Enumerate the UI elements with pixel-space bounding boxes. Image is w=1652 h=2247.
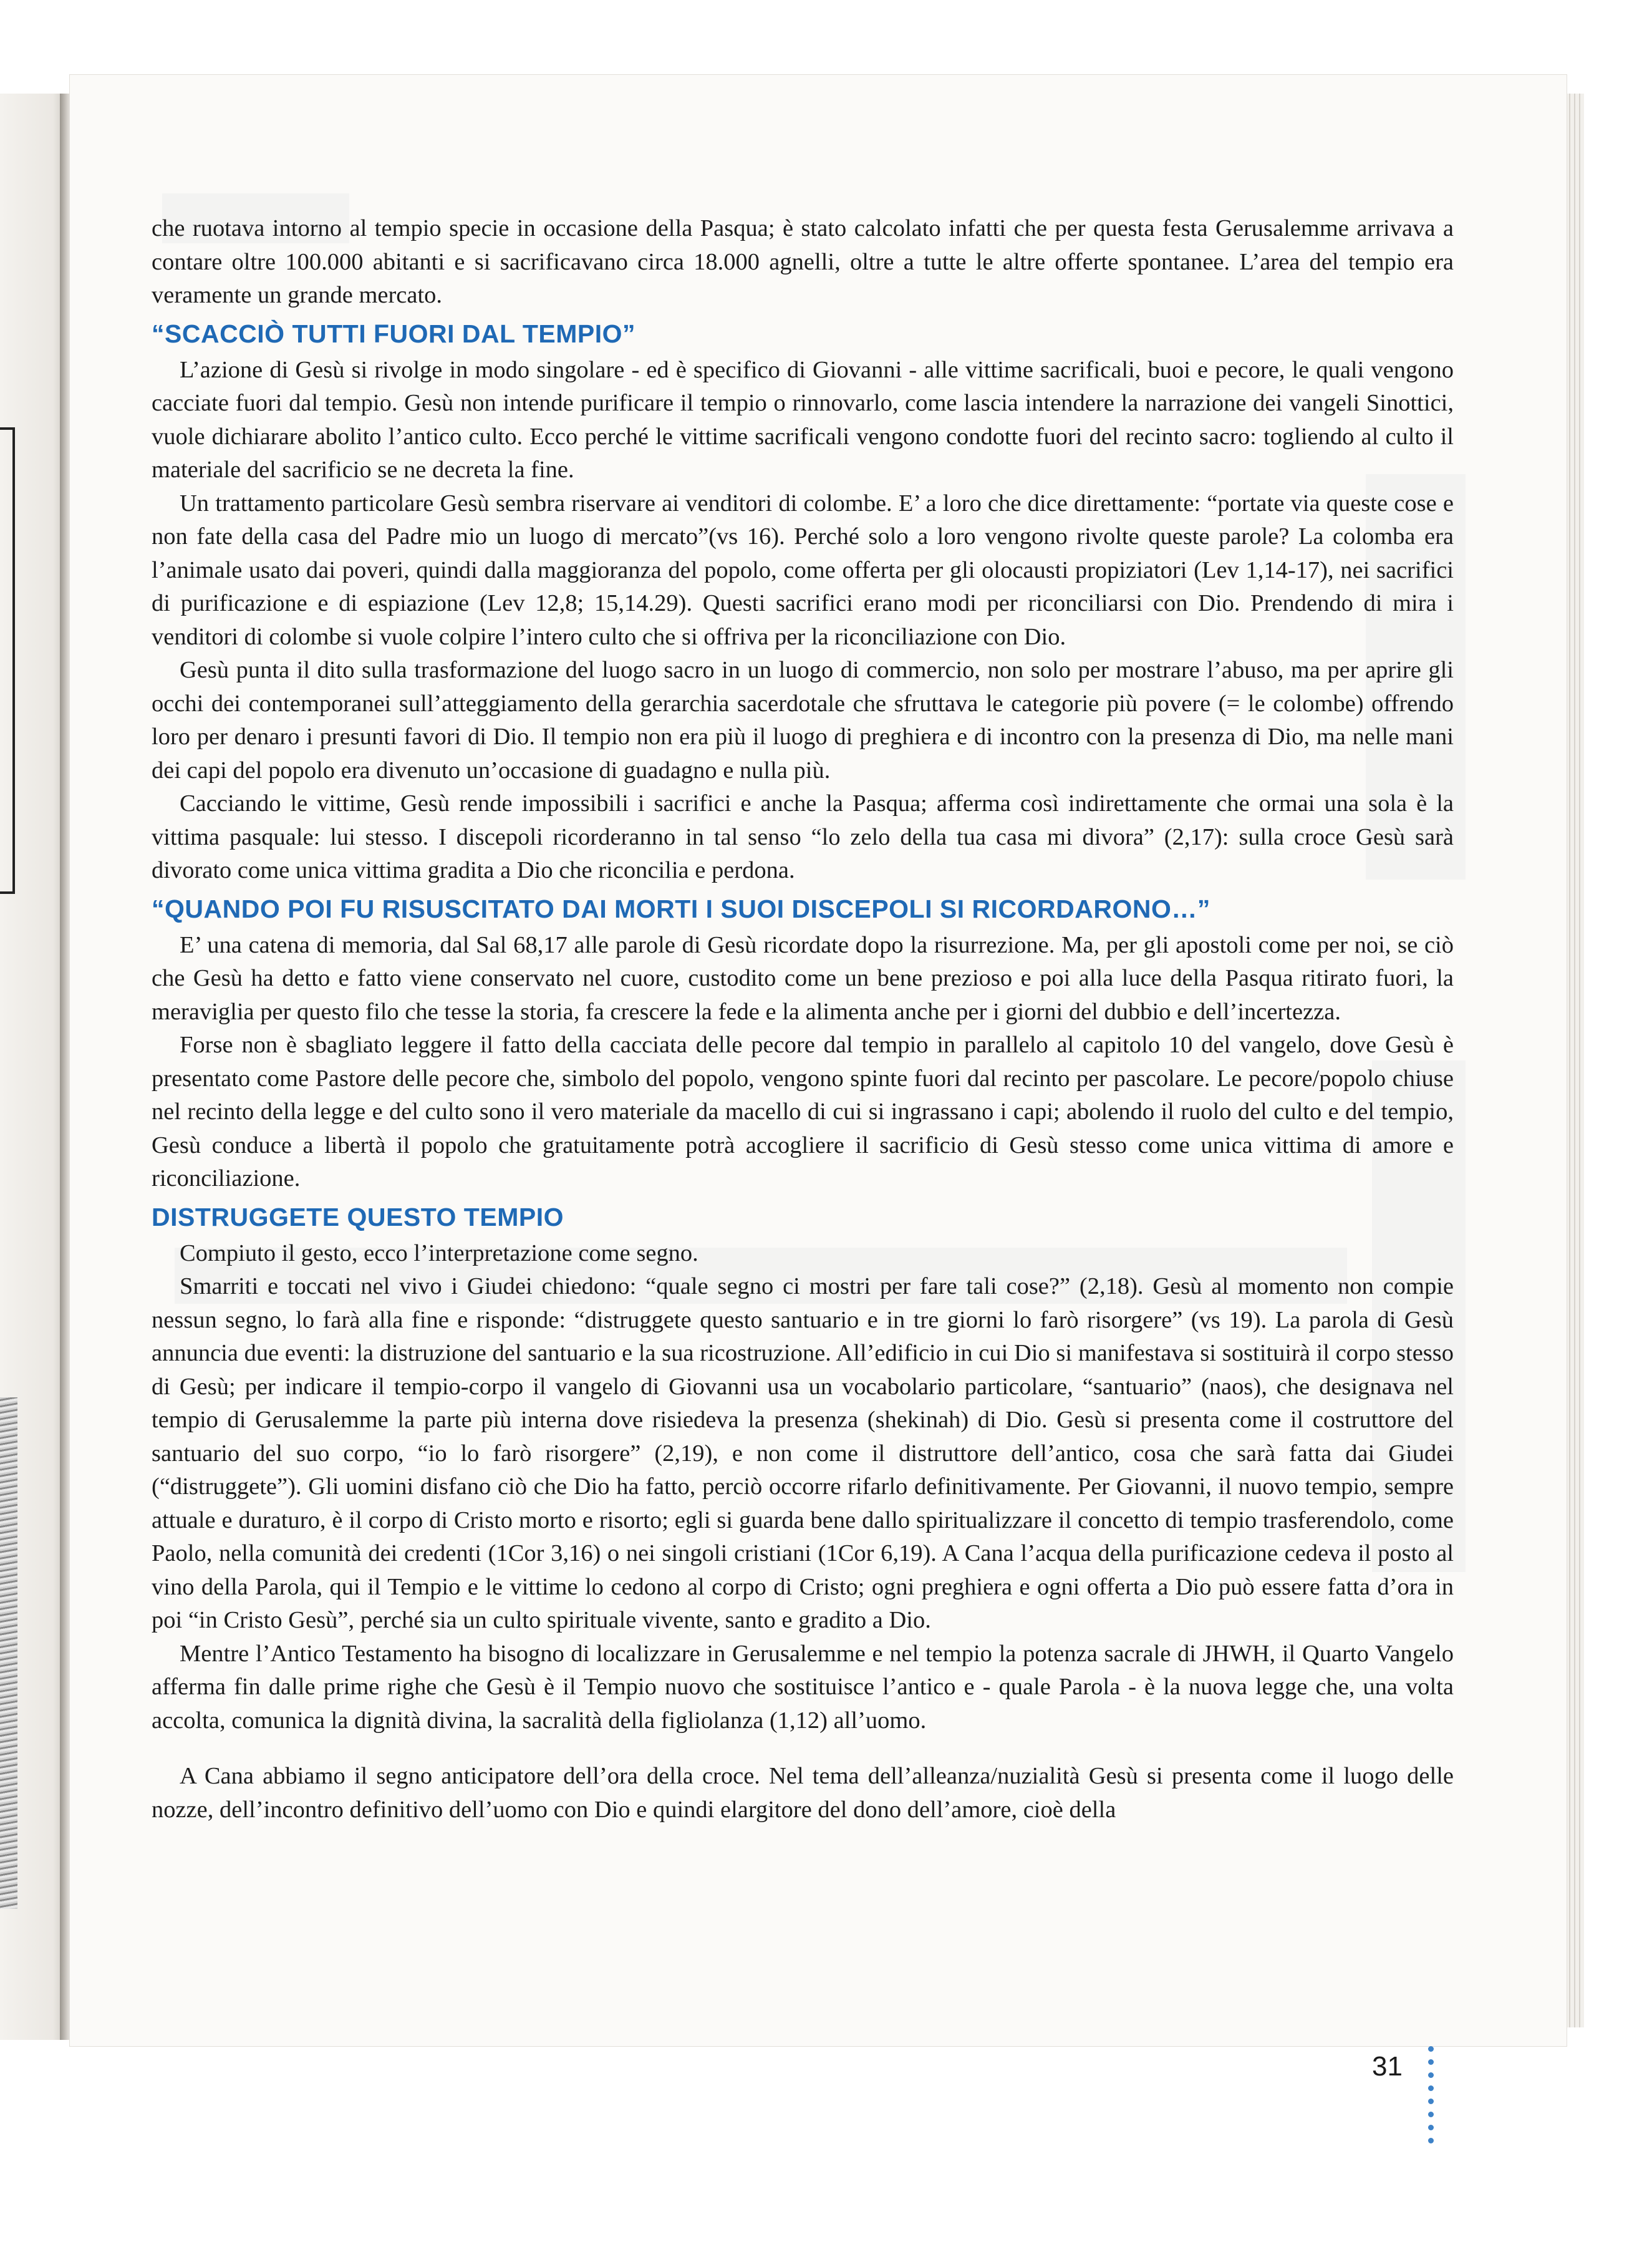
paragraph: Un trattamento particolare Gesù sembra riservare ai venditori di colombe. E’ a loro che dice direttamente: “portate via queste cose e non fate della casa del Padre mio un luogo di mercato”(vs 16). Perché solo a loro vengono rivolte queste parole? La colomba era l’animale usato dai poveri, quindi dalla maggioranza del popolo, come offerta per gli olocausti propiziatori (Lev 1,14-17), nei sacrifici di purificazione e di espiazione (Lev 12,8; 15,14.29). Questi sacrifici erano modi per riconciliarsi con Dio. Prendendo di mira i venditori di colombe si vuole colpire l’intero culto che si offriva per la riconciliazione con Dio. <box>152 490 1454 650</box>
paragraph: che ruotava intorno al tempio specie in occasione della Pasqua; è stato calcolato infatti che per questa festa Gerusalemme arrivava a contare oltre 100.000 abitanti e si sacrificavano circa 18.000 agnelli, oltre a tutte le altre offerte spontanee. L’area del tempio era veramente un grande mercato. <box>152 215 1454 308</box>
paragraph: E’ una catena di memoria, dal Sal 68,17 alle parole di Gesù ricordate dopo la risurrezione. Ma, per gli apostoli come per noi, se ciò che Gesù ha detto e fatto viene conservato nel cuore, custodito come un bene prezioso e poi alla luce della Pasqua ritirato fuori, la meraviglia per questo filo che tesse la storia, fa crescere la fede e la alimenta anche per i giorni del dubbio e dell’incertezza. <box>152 931 1454 1025</box>
paragraph: Smarriti e toccati nel vivo i Giudei chiedono: “quale segno ci mostri per fare tali cose?” (2,18). Gesù al momento non compie nessun segno, lo farà alla fine e risponde: “distruggete questo santuario e in tre giorni lo farò risorgere” (vs 19). La parola di Gesù annuncia due eventi: la distruzione del santuario e la sua ricostruzione. All’edificio in cui Dio si manifestava si sostituirà il corpo stesso di Gesù; per indicare il tempio-corpo il vangelo di Giovanni usa un vocabolario particolare, “santuario” (naos), che designava nel tempio di Gerusalemme la parte più interna dove risiedeva la presenza (shekinah) di Dio. Gesù si presenta come il costruttore del santuario del suo corpo, “io lo farò risorgere” (2,19), e non come il distruttore dell’antico, cosa che sarà fatta dai Giudei (“distruggete”). Gli uomini disfano ciò che Dio ha fatto, perciò occorre rifarlo definitivamente. Per Giovanni, il nuovo tempio, sempre attuale e duraturo, è il corpo di Cristo morto e risorto; egli si guarda bene dallo spiritualizzare il concetto di tempio trasferendolo, come Paolo, nella comunità dei credenti (1Cor 3,16) o nei singoli cristiani (1Cor 6,19). A Cana l’acqua della purificazione cedeva il posto al vino della Parola, qui il Tempio e le vittime lo cedono al corpo di Cristo; ogni preghiera e ogni offerta a Dio può essere fatta d’ora in poi “in Cristo Gesù”, perché sia un culto spirituale vivente, santo e gradito a Dio. <box>152 1273 1454 1633</box>
paragraph: Cacciando le vittime, Gesù rende impossibili i sacrifici e anche la Pasqua; afferma così indirettamente che ormai una sola è la vittima pasquale: lui stesso. I discepoli ricorderanno in tal senso “lo zelo della tua casa mi divora” (2,17): sulla croce Gesù sarà divorato come unica vittima gradita a Dio che riconcilia e perdona. <box>152 790 1454 883</box>
paragraph: Forse non è sbagliato leggere il fatto della cacciata delle pecore dal tempio in parallelo al capitolo 10 del vangelo, dove Gesù è presentato come Pastore delle pecore che, simbolo del popolo, vengono spinte fuori dal recinto per pascolare. Le pecore/popolo chiuse nel recinto della legge e del culto sono il vero materiale da macello di cui si ingrassano i capi; abolendo il ruolo del culto e del tempio, Gesù conduce a libertà il popolo che gratuitamente potrà accogliere il sacrificio di Gesù stesso come unica vittima di amore e riconciliazione. <box>152 1032 1454 1191</box>
left-page-fragment-image <box>0 1397 17 1909</box>
article-body <box>152 212 1454 1827</box>
paragraph: Gesù punta il dito sulla trasformazione del luogo sacro in un luogo di commercio, non solo per mostrare l’abuso, ma per aprire gli occhi dei contemporanei sull’atteggiamento della gerarchia sacerdotale che sfruttava le categorie più povere (= le colombe) offrendo loro per denaro i presunti favori di Dio. Il tempio non era più il luogo di preghiera e di incontro con la presenza di Dio, ma nelle mani dei capi del popolo era divenuto un’occasione di guadagno e nulla più. <box>152 657 1454 784</box>
paragraph: Compiuto il gesto, ecco l’interpretazione come segno. <box>180 1240 698 1266</box>
paragraph: L’azione di Gesù si rivolge in modo singolare - ed è specifico di Giovanni - alle vittime sacrificali, buoi e pecore, le quali vengono cacciate fuori dal tempio. Gesù non intende purificare il tempio o rinnovarlo, come lascia intendere la narrazione dei vangeli Sinottici, vuole dichiarare abolito l’antico culto. Ecco perché le vittime sacrificali vengono condotte fuori del recinto sacro: togliendo al culto il materiale del sacrificio se ne decreta la fine. <box>152 356 1454 483</box>
section-heading: “SCACCIÒ TUTTI FUORI DAL TEMPIO” <box>152 319 636 348</box>
section-heading: DISTRUGGETE QUESTO TEMPIO <box>152 1202 564 1231</box>
page-number: 31 <box>1372 2051 1403 2082</box>
paragraph: Mentre l’Antico Testamento ha bisogno di localizzare in Gerusalemme e nel tempio la potenza sacrale di JHWH, il Quarto Vangelo afferma fin dalle prime righe che Gesù è il Tempio nuovo che sostituisce l’antico e - quale Parola - è la nuova legge che, una volta accolta, comunica la dignità divina, la sacralità della figliolanza (1,12) all’uomo. <box>152 1640 1454 1734</box>
page-number-dots <box>1426 2046 1435 2171</box>
paragraph-gap <box>152 1737 1454 1760</box>
section-heading: “QUANDO POI FU RISUSCITATO DAI MORTI I SUOI DISCEPOLI SI RICORDARONO…” <box>152 894 1210 923</box>
left-page-fragment-box <box>0 427 15 894</box>
paragraph: A Cana abbiamo il segno anticipatore dell’ora della croce. Nel tema dell’alleanza/nuzialità Gesù si presenta come il luogo delle nozze, dell’incontro definitivo dell’uomo con Dio e quindi elargitore del dono dell’amore, cioè della <box>152 1763 1454 1823</box>
